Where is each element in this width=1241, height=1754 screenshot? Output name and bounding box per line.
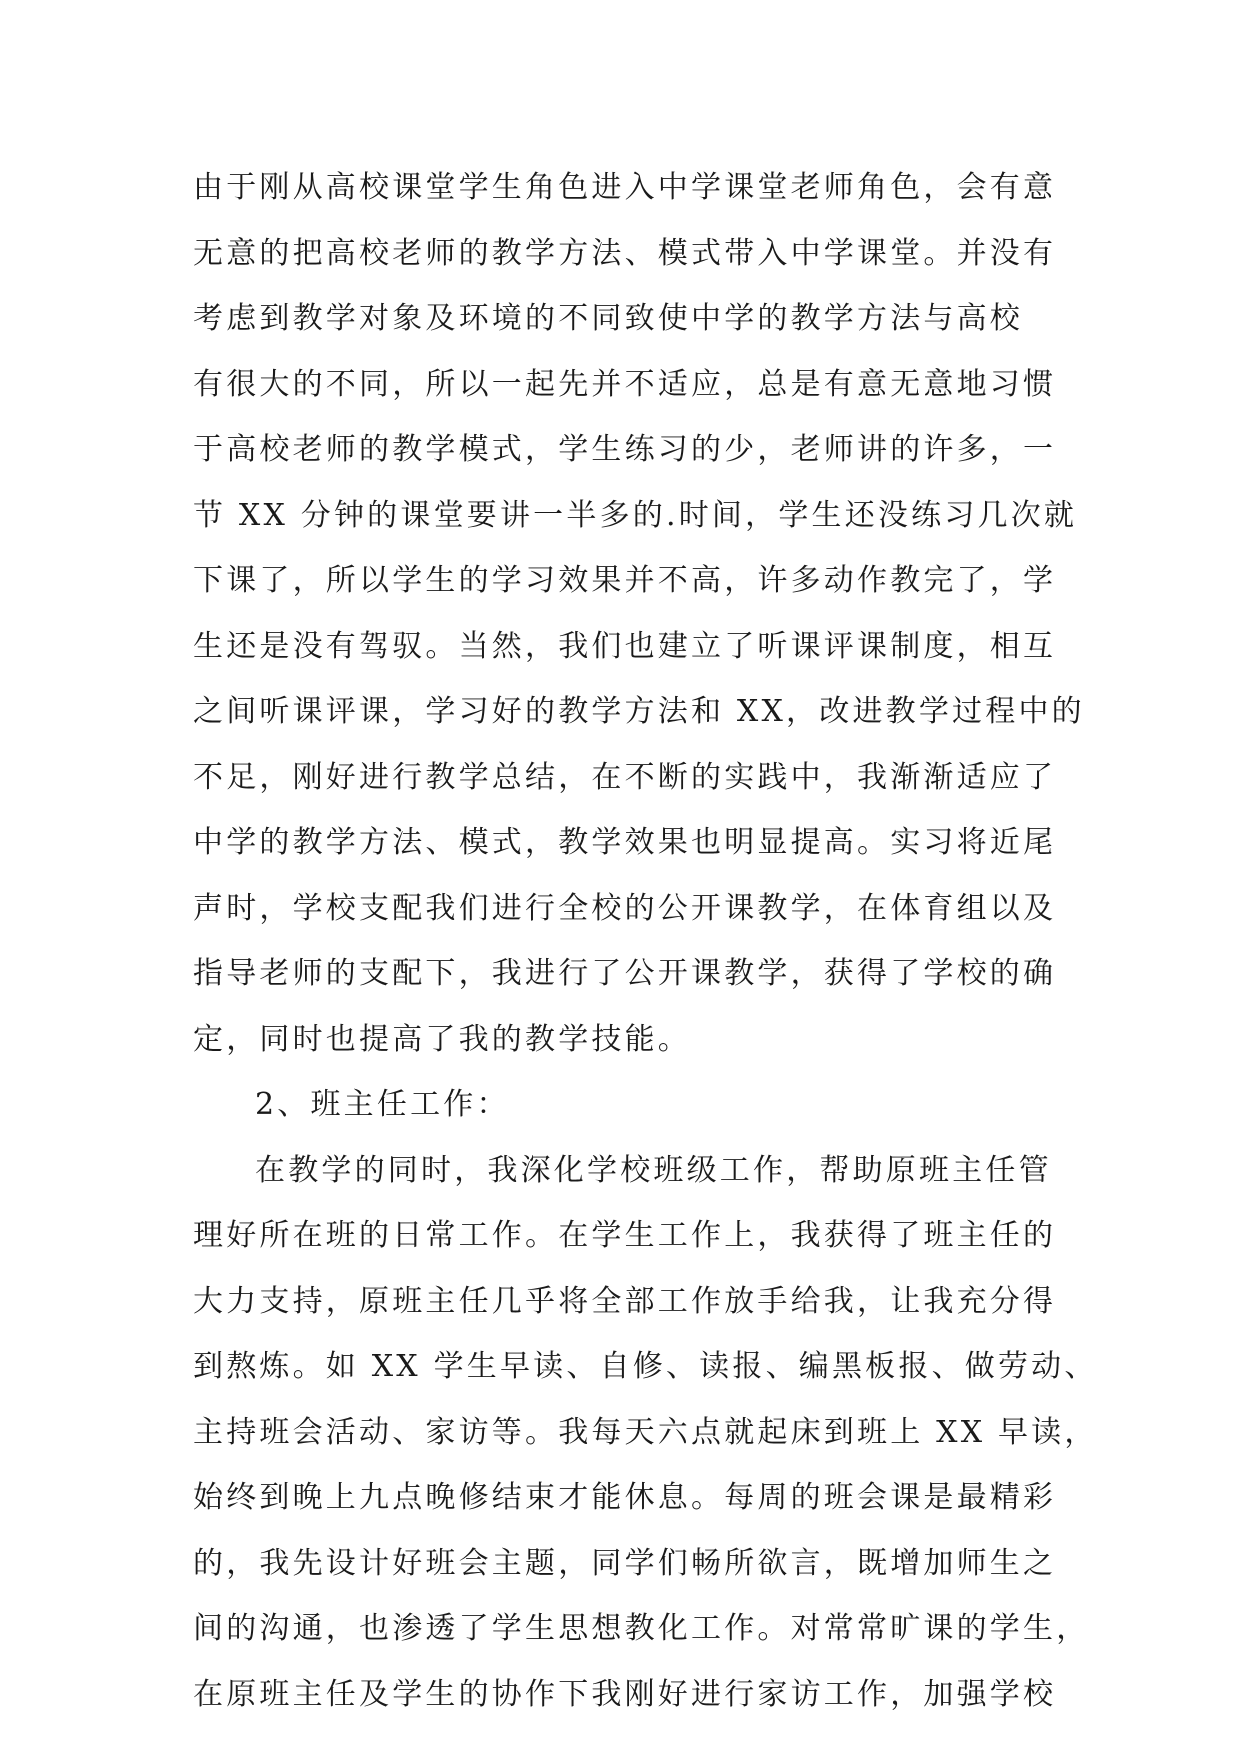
text-line: 节 XX 分钟的课堂要讲一半多的.时间，学生还没练习几次就: [193, 497, 1078, 533]
paragraph-start-line: 在教学的同时，我深化学校班级工作，帮助原班主任管: [255, 1152, 1052, 1188]
text-line: 始终到晚上九点晚修结束才能休息。每周的班会课是最精彩: [193, 1480, 1057, 1515]
text-line: 大力支持，原班主任几乎将全部工作放手给我，让我充分得: [193, 1283, 1057, 1319]
text-line: 指导老师的支配下，我进行了公开课教学，获得了学校的确: [193, 956, 1057, 991]
text-line: 到熬炼。如 XX 学生早读、自修、读报、编黑板报、做劳动、: [193, 1349, 1098, 1384]
text-line: 生还是没有驾驭。当然，我们也建立了听课评课制度，相互: [193, 628, 1057, 664]
text-line: 定，同时也提高了我的教学技能。: [193, 1021, 691, 1057]
text-line: 于高校老师的教学模式，学生练习的少，老师讲的许多，一: [193, 432, 1057, 467]
text-line: 有很大的不同，所以一起先并不适应，总是有意无意地习惯: [193, 366, 1057, 402]
text-line: 声时，学校支配我们进行全校的公开课教学，在体育组以及: [193, 890, 1057, 926]
text-line: 在原班主任及学生的协作下我刚好进行家访工作，加强学校: [193, 1676, 1057, 1712]
text-line: 下课了，所以学生的学习效果并不高，许多动作教完了，学: [193, 563, 1057, 598]
document-body: [193, 155, 1098, 1727]
text-line: 主持班会活动、家访等。我每天六点就起床到班上 XX 早读，: [193, 1414, 1098, 1450]
text-line: 中学的教学方法、模式，教学效果也明显提高。实习将近尾: [193, 825, 1057, 860]
text-line: 之间听课评课，学习好的教学方法和 XX，改进教学过程中的: [193, 694, 1085, 729]
text-line: 的，我先设计好班会主题，同学们畅所欲言，既增加师生之: [193, 1545, 1057, 1581]
text-line: 无意的把高校老师的教学方法、模式带入中学课堂。并没有: [193, 235, 1057, 271]
section-heading: 2、班主任工作：: [255, 1087, 510, 1122]
text-line: 不足，刚好进行教学总结，在不断的实践中，我渐渐适应了: [193, 759, 1057, 795]
text-line: 考虑到教学对象及环境的不同致使中学的教学方法与高校: [193, 301, 1023, 336]
text-line: 间的沟通，也渗透了学生思想教化工作。对常常旷课的学生，: [193, 1611, 1090, 1646]
text-line: 由于刚从高校课堂学生角色进入中学课堂老师角色，会有意: [193, 170, 1057, 205]
text-line: 理好所在班的日常工作。在学生工作上，我获得了班主任的: [193, 1218, 1057, 1253]
